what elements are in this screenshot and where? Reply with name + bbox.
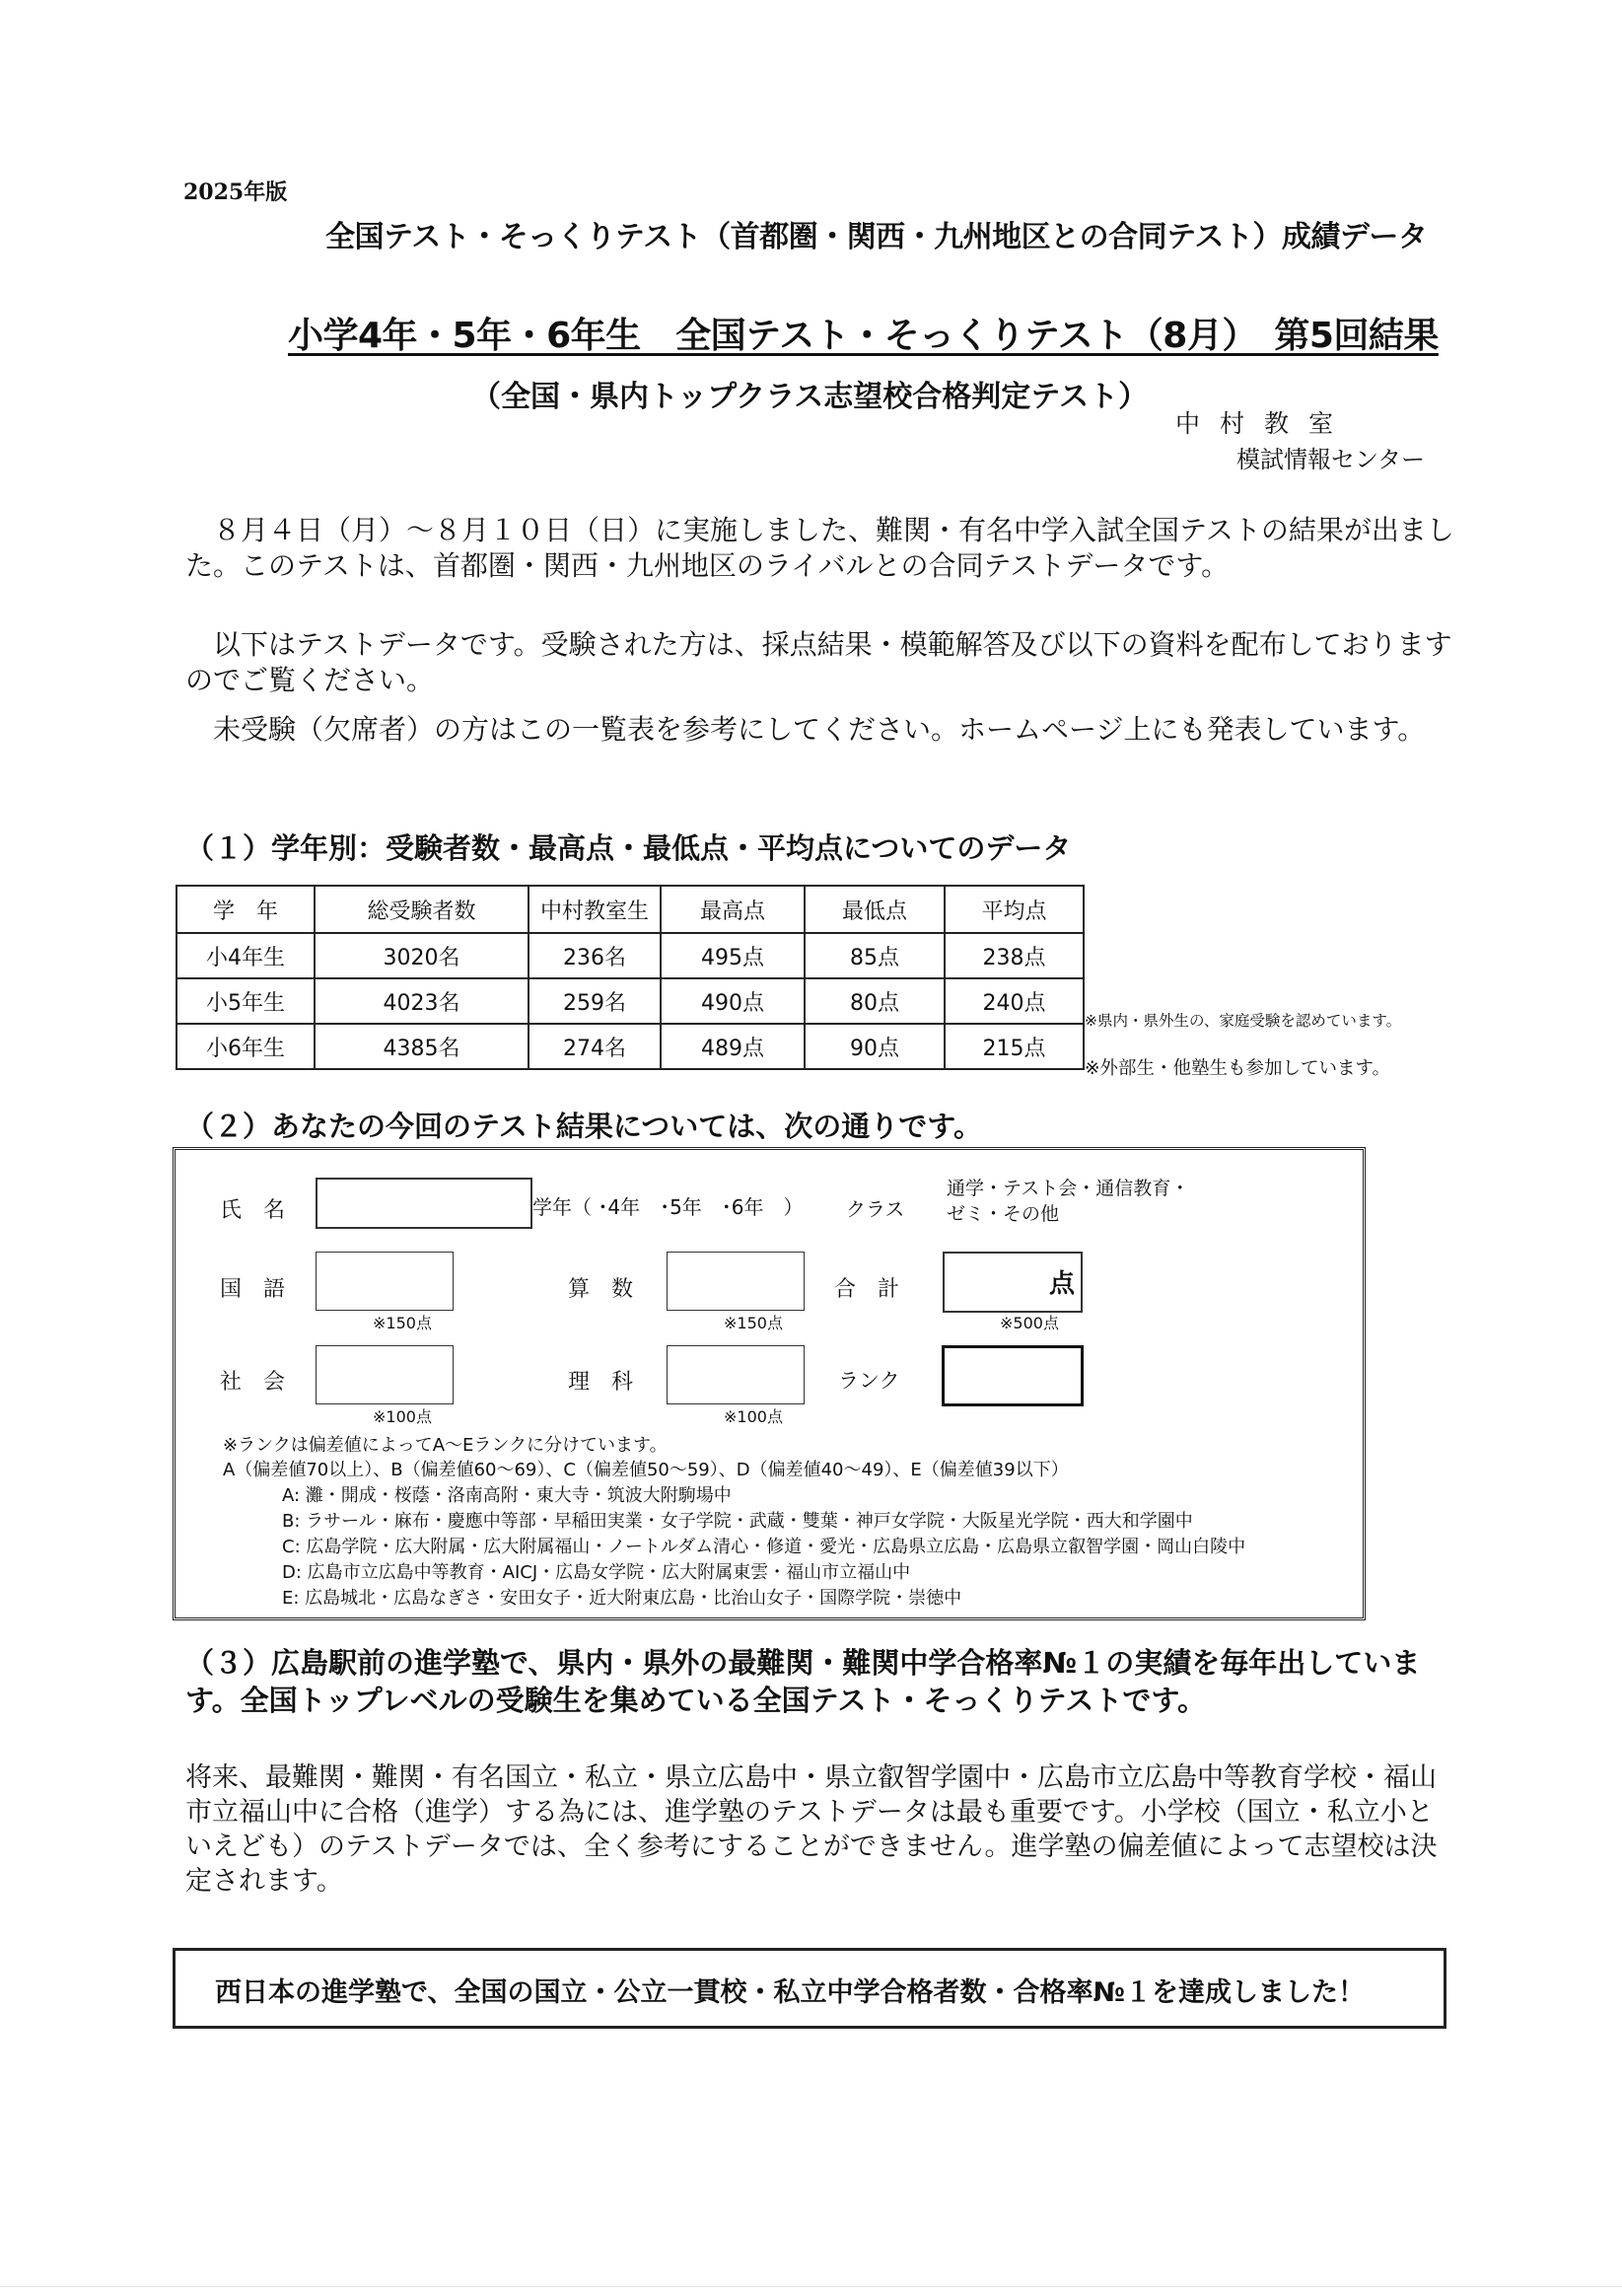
- table-header-cell: 最低点: [805, 886, 945, 933]
- total-max-note: ※500点: [1000, 1314, 1059, 1332]
- class-options-line-1: 通学・テスト会・通信教育・: [947, 1178, 1190, 1199]
- grade-stats-table: [176, 885, 1085, 1070]
- japanese-score-field[interactable]: [316, 1252, 454, 1311]
- table-cell: 小5年生: [176, 978, 315, 1024]
- rank-ranges: A（偏差値70以上）、B（偏差値60～69）、C（偏差値50～59）、D（偏差値40～49）、E（偏差値39以下）: [223, 1460, 1069, 1480]
- table-cell: 490点: [661, 978, 805, 1024]
- table-cell: 80点: [805, 978, 945, 1024]
- science-max-note: ※100点: [724, 1407, 783, 1426]
- science-label: 理 科: [568, 1370, 634, 1395]
- organization-department: 模試情報センター: [1236, 446, 1426, 473]
- intro-paragraph-3: 未受験（欠席者）の方はこの一覧表を参考にしてください。ホームページ上にも発表しています。: [213, 713, 1426, 746]
- table-cell: 小4年生: [176, 933, 315, 978]
- table-header-cell: 最高点: [661, 886, 805, 933]
- rank-list-item: E: 広島城北・広島なぎさ・安田女子・近大附東広島・比治山女子・国際学院・崇徳中: [282, 1588, 962, 1609]
- table-cell: 4385名: [315, 1024, 529, 1069]
- japanese-max-note: ※150点: [373, 1314, 432, 1332]
- table-cell: 240点: [945, 978, 1084, 1024]
- math-score-field[interactable]: [667, 1252, 805, 1311]
- rank-list-item: B: ラサール・麻布・慶應中等部・早稲田実業・女子学院・武蔵・雙葉・神戸女学院・大阪星光学院・西大和学園中: [282, 1511, 1193, 1532]
- rank-field[interactable]: [942, 1345, 1084, 1406]
- table-row: [176, 1024, 1084, 1069]
- table-header-cell: 学 年: [176, 886, 315, 933]
- japanese-label: 国 語: [220, 1277, 286, 1302]
- document-title: 全国テスト・そっくりテスト（首都圏・関西・九州地区との合同テスト）成績データ: [325, 220, 1428, 254]
- total-unit: 点: [1048, 1269, 1075, 1299]
- rank-list-item: A: 灘・開成・桜蔭・洛南高附・東大寺・筑波大附駒場中: [282, 1485, 732, 1506]
- science-score-field[interactable]: [667, 1345, 805, 1404]
- intro-paragraph-2: 以下はテストデータです。受験された方は、採点結果・模範解答及び以下の資料を配布しておりますのでご覧ください。: [185, 628, 1452, 696]
- section-2-heading: （２）あなたの今回のテスト結果については、次の通りです。: [185, 1110, 982, 1143]
- table-row: [176, 978, 1084, 1024]
- table-cell: 3020名: [315, 933, 529, 978]
- table-cell: 90点: [805, 1024, 945, 1069]
- class-options-line-2: ゼミ・その他: [947, 1203, 1060, 1225]
- section-3-heading: （３）広島駅前の進学塾で、県内・県外の最難関・難関中学合格率№１の実績を毎年出しています。全国トップレベルの受験生を集めている全国テスト・そっくりテストです。: [185, 1646, 1421, 1717]
- table-cell: 238点: [945, 933, 1084, 978]
- total-label: 合 計: [834, 1277, 900, 1302]
- math-label: 算 数: [568, 1277, 634, 1302]
- rank-list-item: D: 広島市立広島中等教育・AICJ・広島女学院・広大附属東雲・福山市立福山中: [282, 1562, 911, 1583]
- table-header-cell: 総受験者数: [315, 886, 529, 933]
- achievement-banner: [173, 1948, 1446, 2029]
- table-cell: 小6年生: [176, 1024, 315, 1069]
- table-cell: 274名: [529, 1024, 661, 1069]
- main-title: 小学4年・5年・6年生 全国テスト・そっくりテスト（8月） 第5回結果: [288, 316, 1439, 356]
- name-field[interactable]: [316, 1178, 532, 1229]
- rank-label: ランク: [838, 1369, 900, 1393]
- table-header-cell: 中村教室生: [529, 886, 661, 933]
- intro-paragraph-1: ８月４日（月）～８月１０日（日）に実施しました、難関・有名中学入試全国テストの結果が出ました。このテストは、首都圏・関西・九州地区のライバルとの合同テストデータです。: [185, 514, 1454, 582]
- organization-name: 中村教室: [1175, 409, 1354, 438]
- section-3-body: 将来、最難関・難関・有名国立・私立・県立広島中・県立叡智学園中・広島市立広島中等教育学校・福山市立福山中に合格（進学）する為には、進学塾のテストデータは最も重要です。小学校（国立・私立小といえども）のテストデータでは、全く参考にすることができません。進学塾の偏差値によって志望校は決定されます。: [185, 1762, 1438, 1897]
- table-header-cell: 平均点: [945, 886, 1084, 933]
- name-label: 氏 名: [220, 1198, 286, 1223]
- social-max-note: ※100点: [373, 1407, 432, 1426]
- sub-title: （全国・県内トップクラス志望校合格判定テスト）: [471, 380, 1149, 414]
- table-cell: 236名: [529, 933, 661, 978]
- rank-note: ※ランクは偏差値によってA～Eランクに分けています。: [223, 1435, 668, 1456]
- math-max-note: ※150点: [724, 1314, 783, 1332]
- social-score-field[interactable]: [316, 1345, 454, 1404]
- table-note-home-exam: ※県内・県外生の、家庭受験を認めています。: [1085, 1012, 1402, 1030]
- table-cell: 489点: [661, 1024, 805, 1069]
- table-row: [176, 933, 1084, 978]
- total-score-field[interactable]: [943, 1252, 1083, 1313]
- table-note-external: ※外部生・他塾生も参加しています。: [1085, 1058, 1391, 1079]
- result-entry-box: [173, 1147, 1366, 1620]
- section-1-heading: （１）学年別：受験者数・最高点・最低点・平均点についてのデータ: [185, 831, 1072, 865]
- table-cell: 85点: [805, 933, 945, 978]
- table-cell: 215点: [945, 1024, 1084, 1069]
- edition-label: 2025年版: [183, 179, 288, 205]
- table-header-row: [176, 886, 1084, 933]
- table-cell: 4023名: [315, 978, 529, 1024]
- scan-edge-divider: [0, 2286, 1622, 2287]
- rank-list-item: C: 広島学院・広大附属・広大附属福山・ノートルダム清心・修道・愛光・広島県立広島・広島県立叡智学園・岡山白陵中: [282, 1537, 1246, 1557]
- table-cell: 495点: [661, 933, 805, 978]
- social-label: 社 会: [220, 1370, 286, 1395]
- grade-options: 学年（ ･4年 ･5年 ･6年 ）: [532, 1195, 804, 1219]
- table-cell: 259名: [529, 978, 661, 1024]
- banner-text: 西日本の進学塾で、全国の国立・公立一貫校・私立中学合格者数・合格率№１を達成しました！: [215, 1977, 1365, 2008]
- class-label: クラス: [846, 1197, 905, 1221]
